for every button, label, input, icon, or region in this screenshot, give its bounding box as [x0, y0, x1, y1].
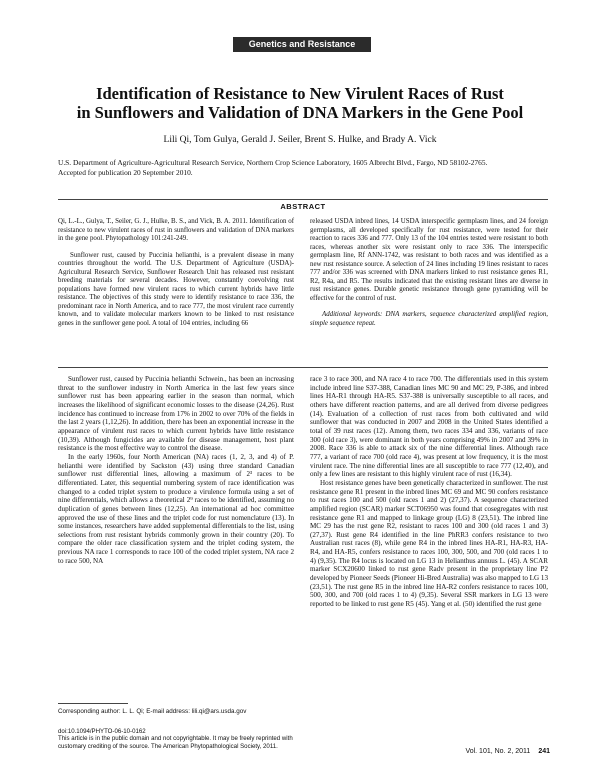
affiliation: U.S. Department of Agriculture-Agricultural Research Service, Northern Crop Science Laboratory, 1605 Albrecht Blvd., Fargo, ND 58102-2765.: [58, 158, 488, 167]
doi: doi:10.1094/PHYTO-06-10-0162: [58, 728, 146, 735]
abstract-right-column: [310, 218, 548, 328]
authors: Lili Qi, Tom Gulya, Gerald J. Seiler, Brent S. Hulke, and Brady A. Vick: [163, 135, 437, 145]
affiliation-block: [58, 158, 548, 177]
corresponding-author: Corresponding author: L. L. Qi; E-mail address: lili.qi@ars.usda.gov: [58, 708, 247, 715]
keywords: Additional keywords: DNA markers, sequence characterized amplified region, simple sequence repeat.: [310, 311, 548, 327]
citation: Qi, L.-L., Gulya, T., Seiler, G. J., Hulke, B. S., and Vick, B. A. 2011. Identification of resistance to new virulent races of rust in sunflowers and validation of DNA markers in the gene pool. Phytopathology 101:241-249.: [58, 218, 294, 242]
footer-notice: [58, 728, 294, 750]
abstract-text-right: released USDA inbred lines, 14 USDA interspecific germplasm lines, and 24 foreign germplasms, all developed specifically for rust resistance, were tested for their reaction to races 336 and 777. Only 13 of the 104 entries tested were resistant to both races, whereas another six were resistant only to race 336. The interspecific germplasm line, Rf ANN-1742, was resistant to both races and was identified as a new rust resistance source. A selection of 24 lines including 19 lines resistant to races 777 and/or 336 was screened with DNA markers linked to rust resistance genes R1, R2, R4a, and R5. The results indicated that the existing resistant lines are diverse in rust resistance genes. Durable genetic resistance through gene pyramiding will be effective for the control of rust.: [310, 218, 548, 302]
body-left-column: [58, 375, 294, 565]
accepted-date: Accepted for publication 20 September 2010.: [58, 167, 193, 177]
abstract-top-rule: [58, 199, 548, 200]
body-paragraph: Sunflower rust, caused by Puccinia helianthi Schwein., has been an increasing threat to the sunflower industry in North America in the last few years since sunflower rust has been appearing earlier in the season than normal, which increases the likelihood of significant economic losses to the disease (24,26). Rust incidence has continued to increase from 17% in 2002 to over 70% of the fields in the last 2 years (1,12,26). In addition, there has been an exponential increase in the appearance of virulent rust races to which current hybrids have little resistance (10,39). Although fungicides are available for disease management, host plant resistance is the most effective way to control the disease.: [58, 375, 294, 453]
body-paragraph: Host resistance genes have been genetically characterized in sunflower. The rust resistance gene R1 present in the inbred lines MC 69 and MC 90 confers resistance to rust races 100 and 500 (old races 1 and 2) (27,37). A sequence characterized amplified region (SCAR) marker SCT06950 was found that cosegregates with rust resistance gene R1 and mapped to linkage group (LG) 8 (23,51). The inbred line MC 29 has the rust gene R2, resistant to races 100 and 300 (old races 1 and 3) (27,37). Rust gene R4 identified in the line PhRR3 confers resistance to two Australian rust races (8), while gene R4 in the inbred lines HA-R1, HA-R3, HA-R4, and HA-R5, confers resistance to races 100, 300, 500, and 700 (old races 1 to 4) (9,35). The R4 locus is located on LG 13 in Helianthus annuus L. (45). A SCAR marker SCX20600 linked to rust gene Radv present in the proprietary line P2 developed by Pioneer Seeds (Pioneer Hi-Bred Australia) was also mapped to LG 13 (23,51). The rust gene R5 in the inbred line HA-R2 confers resistance to races 100, 500, 300, and 700 (old races 1 to 4) (9,35). Several SSR markers in LG 13 were reported to be linked to rust gene R5 (45). Yang et al. (50) identified the rust gene: [310, 478, 548, 609]
body-paragraph: race 3 to race 300, and NA race 4 to race 700. The differentials used in this system include inbred line S37-388, Canadian lines MC 90 and MC 29, P-386, and inbred lines HA-R1 through HA-R5. S37-388 is universally susceptible to all races, and others have different reaction patterns, and are all derived from diverse pedigrees (14). Evaluation of a collection of rust races from both cultivated and wild sunflower that was conducted in 2007 and 2008 in the United States identified a total of 39 rust races (12). Among them, two races 334 and 336, variants of race 300 (old race 3), were dominant in both years comprising 49% in 2007 and 39% in 2008. Race 336 is able to attack six of the nine differential lines. Although race 777, a variant of race 700 (old race 4), was present at low frequency, it is the most virulent race. The nine differential lines are all susceptible to race 777 (12,40), and only a few lines are resistant to this highly virulent race of rust (16,34).: [310, 375, 548, 479]
article-title: [40, 84, 560, 122]
abstract-text-left: Sunflower rust, caused by Puccinia helianthi, is a prevalent disease in many countries throughout the world. The U.S. Department of Agriculture (USDA)-Agricultural Research Service, Sunflower Research Unit has released rust resistant breeding materials for several decades. However, constantly coevolving rust populations have formed new virulent races to which current hybrids have little resistance. The objectives of this study were to identify resistance to race 336, the predominant race in North America, and to race 777, the most virulent race currently known, and to validate molecular markers known to be linked to rust resistance genes in the sunflower gene pool. A total of 104 entries, including 66: [58, 251, 294, 327]
copyright-notice: This article is in the public domain and not copyrightable. It may be freely reprinted with customary crediting of the source. The American Phytopathological Society, 2011.: [58, 735, 293, 750]
section-banner: Genetics and Resistance: [233, 37, 371, 52]
page-number: 241: [538, 748, 550, 755]
footnote-rule: [58, 703, 128, 704]
title-line-1: Identification of Resistance to New Virulent Races of Rust: [96, 84, 504, 103]
volume-info: Vol. 101, No. 2, 2011: [465, 748, 531, 755]
abstract-heading: ABSTRACT: [280, 202, 326, 211]
abstract-left-column: [58, 218, 294, 328]
abstract-bottom-rule: [58, 367, 548, 368]
body-paragraph: In the early 1960s, four North American (NA) races (1, 2, 3, and 4) of P. helianthi were identified by Sackston (43) using three standard Canadian sunflower rust differential lines, allowing a maximum of 2³ races to be differentiated. Later, this sequential numbering system of race identification was changed to a coded triplet system to produce a virulence formula using a set of nine differentials, which allows a theoretical 2⁹ races to be identified, assuming no duplication of genes between lines (12,25). An international ad hoc committee approved the use of these lines and the triplet code for rust nomenclature (13). In some instances, researchers have added supplemental differentials to the list, using selections from rust resistant hybrids commonly grown in their country (20). To compare the older race classification system and the triplet coding system, the previous NA race 1 corresponds to race 100 of the coded triplet system, NA race 2 to race 500, NA: [58, 452, 294, 565]
body-right-column: [310, 375, 548, 609]
title-line-2: in Sunflowers and Validation of DNA Markers in the Gene Pool: [76, 103, 524, 122]
page-footer: [465, 748, 550, 755]
